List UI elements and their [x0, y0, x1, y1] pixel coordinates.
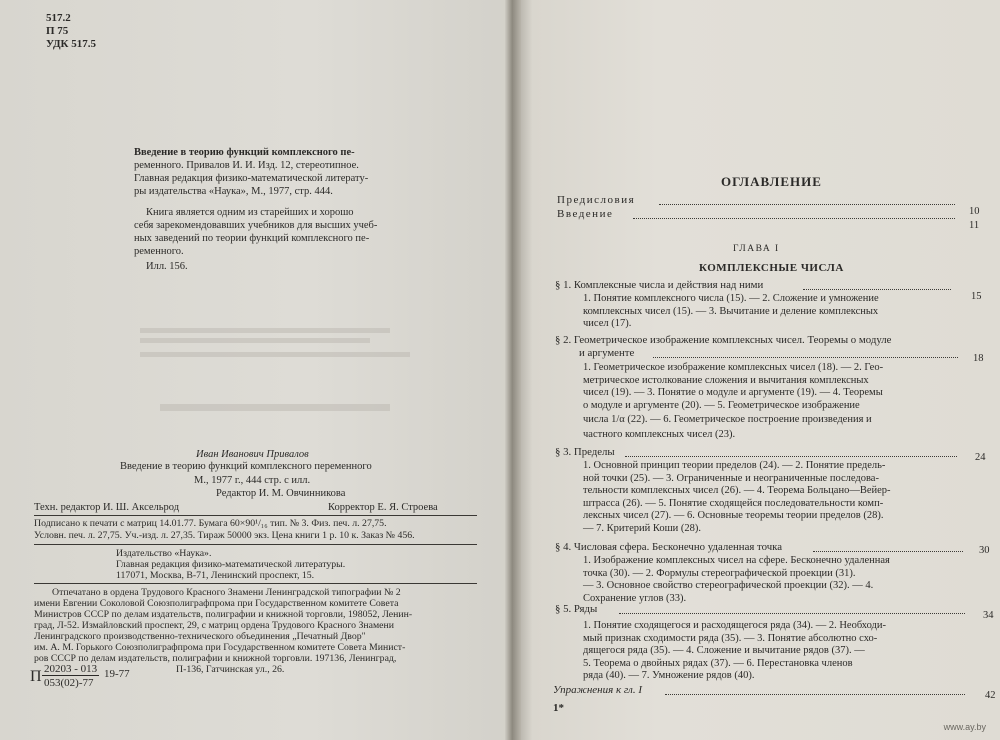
section-body-line: чисел (19). — 3. Понятие о модуле и аргументе (19). — 4. Теоремы [583, 387, 883, 399]
toc-entry-label: Введение [557, 208, 614, 220]
section-body-line: штрасса (26). — 5. Понятие сходящейся последовательности комп- [583, 497, 884, 509]
toc-page-number: 34 [983, 610, 994, 621]
price-code-suffix: 19-77 [104, 668, 130, 680]
exercises-label: Упражнения к гл. I [553, 684, 642, 696]
watermark: www.ay.by [943, 722, 986, 732]
section-body-line: ной точки (25). — 3. Ограниченные и неограниченные последова- [583, 472, 879, 484]
description-line: ременного. [134, 246, 184, 257]
section-body-line: 5. Теорема о двойных рядах (37). — 6. Перестановка членов [583, 657, 853, 669]
section-body [583, 620, 973, 683]
print-info-line: Условн. печ. л. 27,75. Уч.-изд. л. 27,35. Тираж 50000 экз. Цена книги 1 р. 10 к. Заказ № 456. [34, 530, 415, 541]
dot-leader [633, 218, 955, 219]
udc-code: УДК 517.5 [46, 38, 97, 50]
publisher-line: 117071, Москва, В-71, Ленинский проспект, 15. [116, 570, 315, 581]
printer-line: П-136, Гатчинская ул., 26. [176, 664, 285, 675]
printer-line: имени Евгении Соколовой Союзполиграфпрома при Государственном комитете Совета [34, 598, 399, 609]
section-body-line: ряда (40). — 7. Умножение рядов (40). [583, 670, 755, 682]
section-body-line: Сохранение углов (33). [583, 592, 687, 604]
dot-leader [665, 694, 965, 695]
dot-leader [813, 551, 963, 552]
annotation-line: ры издательства «Наука», М., 1977, стр. 444. [134, 186, 333, 197]
section-title: § 3. Пределы [555, 446, 615, 458]
section-body-line: точка (30). — 2. Формулы стереографической проекции (31). [583, 567, 856, 579]
book-info: М., 1977 г., 444 стр. с илл. [194, 475, 311, 486]
section-title: § 1. Комплексные числа и действия над ними [555, 279, 764, 291]
section-body-line: метрическое истолкование сложения и вычитания комплексных [583, 374, 869, 386]
chapter-title: КОМПЛЕКСНЫЕ ЧИСЛА [699, 262, 844, 274]
section-body-line: 1. Основной принцип теории пределов (24). — 2. Понятие предель- [583, 460, 886, 471]
section-body [583, 460, 965, 536]
description-line: ных заведений по теории функций комплексного пе- [134, 233, 370, 244]
show-through-text [140, 328, 390, 333]
toc-page-number: 42 [985, 690, 996, 701]
toc-page-number: 15 [971, 291, 982, 302]
section-body-line: тельности комплексных чисел (26). — 4. Теорема Больцано—Вейер- [583, 485, 891, 497]
section-body [583, 555, 969, 605]
price-code-denominator: 053(02)-77 [44, 677, 94, 689]
dot-leader [653, 357, 958, 358]
show-through-text [140, 352, 410, 357]
annotation-line: Введение в теорию функций комплексного пе- [134, 147, 355, 158]
printer-line: им. А. М. Горького Союзполиграфпрома при Государственном комитете Совета Минист- [34, 642, 406, 653]
toc-title: ОГЛАВЛЕНИЕ [721, 174, 822, 189]
signature-mark: 1* [553, 702, 564, 714]
section-title: § 4. Числовая сфера. Бесконечно удаленная точка [555, 541, 783, 553]
section-body-line: 1. Геометрическое изображение комплексных чисел (18). — 2. Гео- [583, 362, 884, 373]
dot-leader [619, 613, 965, 614]
toc-page-number: 10 [969, 206, 980, 217]
illustrations-count: Илл. 156. [146, 261, 188, 272]
book-spine-gutter [505, 0, 521, 740]
section-body-line: частного комплексных чисел (23). [583, 428, 736, 440]
dot-leader [803, 289, 951, 290]
chapter-label: ГЛАВА I [733, 244, 780, 254]
printer-line: ров СССР по делам издательств, полиграфии и книжной торговли. 197136, Ленинград, [34, 653, 397, 664]
divider [34, 544, 477, 545]
section-body-line: чисел (17). [583, 318, 632, 330]
show-through-text [160, 404, 390, 411]
dot-leader [659, 204, 955, 205]
description-line: Книга является одним из старейших и хорошо [146, 207, 354, 218]
tech-editor-credit: Техн. редактор И. Ш. Аксельрод [34, 502, 180, 513]
section-body-line: мый признак сходимости ряда (35). — 3. Понятие абсолютно схо- [583, 632, 878, 644]
printer-line: Министров СССР по делам издательств, полиграфии и книжной торговли, 198052, Ленин- [34, 609, 413, 620]
divider [34, 583, 477, 584]
toc-page-number: 30 [979, 545, 990, 556]
classification-code: П 75 [46, 25, 69, 37]
price-code-numerator: 20203 - 013 [44, 663, 98, 675]
editor-credit: Редактор И. М. Овчинникова [216, 488, 346, 499]
book-title: Введение в теорию функций комплексного переменного [120, 461, 372, 472]
section-title: § 2. Геометрическое изображение комплексных чисел. Теоремы о модуле [555, 334, 892, 346]
author-name: Иван Иванович Привалов [196, 449, 309, 460]
printer-line: Ленинградского производственно-технического объединения „Печатный Двор" [34, 631, 366, 642]
price-code-letter: П [30, 668, 42, 685]
section-body-line: дящегося ряда (35). — 4. Сложение и вычитание рядов (37). — [583, 645, 865, 657]
annotation-line: Главная редакция физико-математической литерату- [134, 173, 369, 184]
toc-entry-label: Предисловия [557, 194, 636, 206]
section-body [583, 293, 961, 331]
section-body-line: — 7. Критерий Коши (28). [583, 522, 702, 534]
publisher-line: Главная редакция физико-математической литературы. [116, 559, 346, 570]
show-through-text [140, 338, 370, 343]
section-body-line: лексных чисел (27). — 6. Основные теоремы теории пределов (28). [583, 510, 884, 522]
section-title: и аргументе [579, 347, 635, 359]
section-body-line: числа 1/α (22). — 6. Геометрическое построение произведения и [583, 414, 872, 426]
toc-page-number: 24 [975, 452, 986, 463]
divider [34, 515, 477, 516]
section-body-line: — 3. Основное свойство стереографической проекции (32). — 4. [583, 580, 874, 592]
printer-line: Отпечатано в ордена Трудового Красного Знамени Ленинградской типографии № 2 [52, 587, 401, 598]
publisher-line: Издательство «Наука». [116, 548, 212, 559]
description-line: себя зарекомендовавших учебников для высших учеб- [134, 220, 378, 231]
toc-page-number: 11 [969, 220, 980, 231]
printer-line: град, Л-52. Измайловский проспект, 29, с матриц ордена Трудового Красного Знамени [34, 620, 395, 631]
section-body-line: 1. Понятие сходящегося и расходящегося ряда (34). — 2. Необходи- [583, 620, 887, 631]
section-body [583, 362, 965, 442]
dot-leader [625, 456, 957, 457]
corrector-credit: Корректор Е. Я. Строева [328, 502, 438, 513]
section-body-line: комплексных чисел (15). — 3. Вычитание и деление комплексных [583, 305, 879, 317]
section-body-line: о модуле и аргументе (20). — 5. Геометрическое изображение [583, 399, 860, 411]
print-info-line: Подписано к печати с матриц 14.01.77. Бумага 60×90¹/₁₆ тип. № 3. Физ. печ. л. 27,75. [34, 518, 387, 529]
annotation-line: ременного. Привалов И. И. Изд. 12, стереотипное. [134, 160, 359, 171]
section-body-line: 1. Понятие комплексного числа (15). — 2. Сложение и умножение [583, 293, 879, 304]
right-page [513, 0, 1000, 740]
section-body-line: 1. Изображение комплексных чисел на сфере. Бесконечно удаленная [583, 555, 890, 566]
section-title: § 5. Ряды [555, 603, 598, 615]
toc-page-number: 18 [973, 353, 984, 364]
classification-code: 517.2 [46, 12, 71, 24]
